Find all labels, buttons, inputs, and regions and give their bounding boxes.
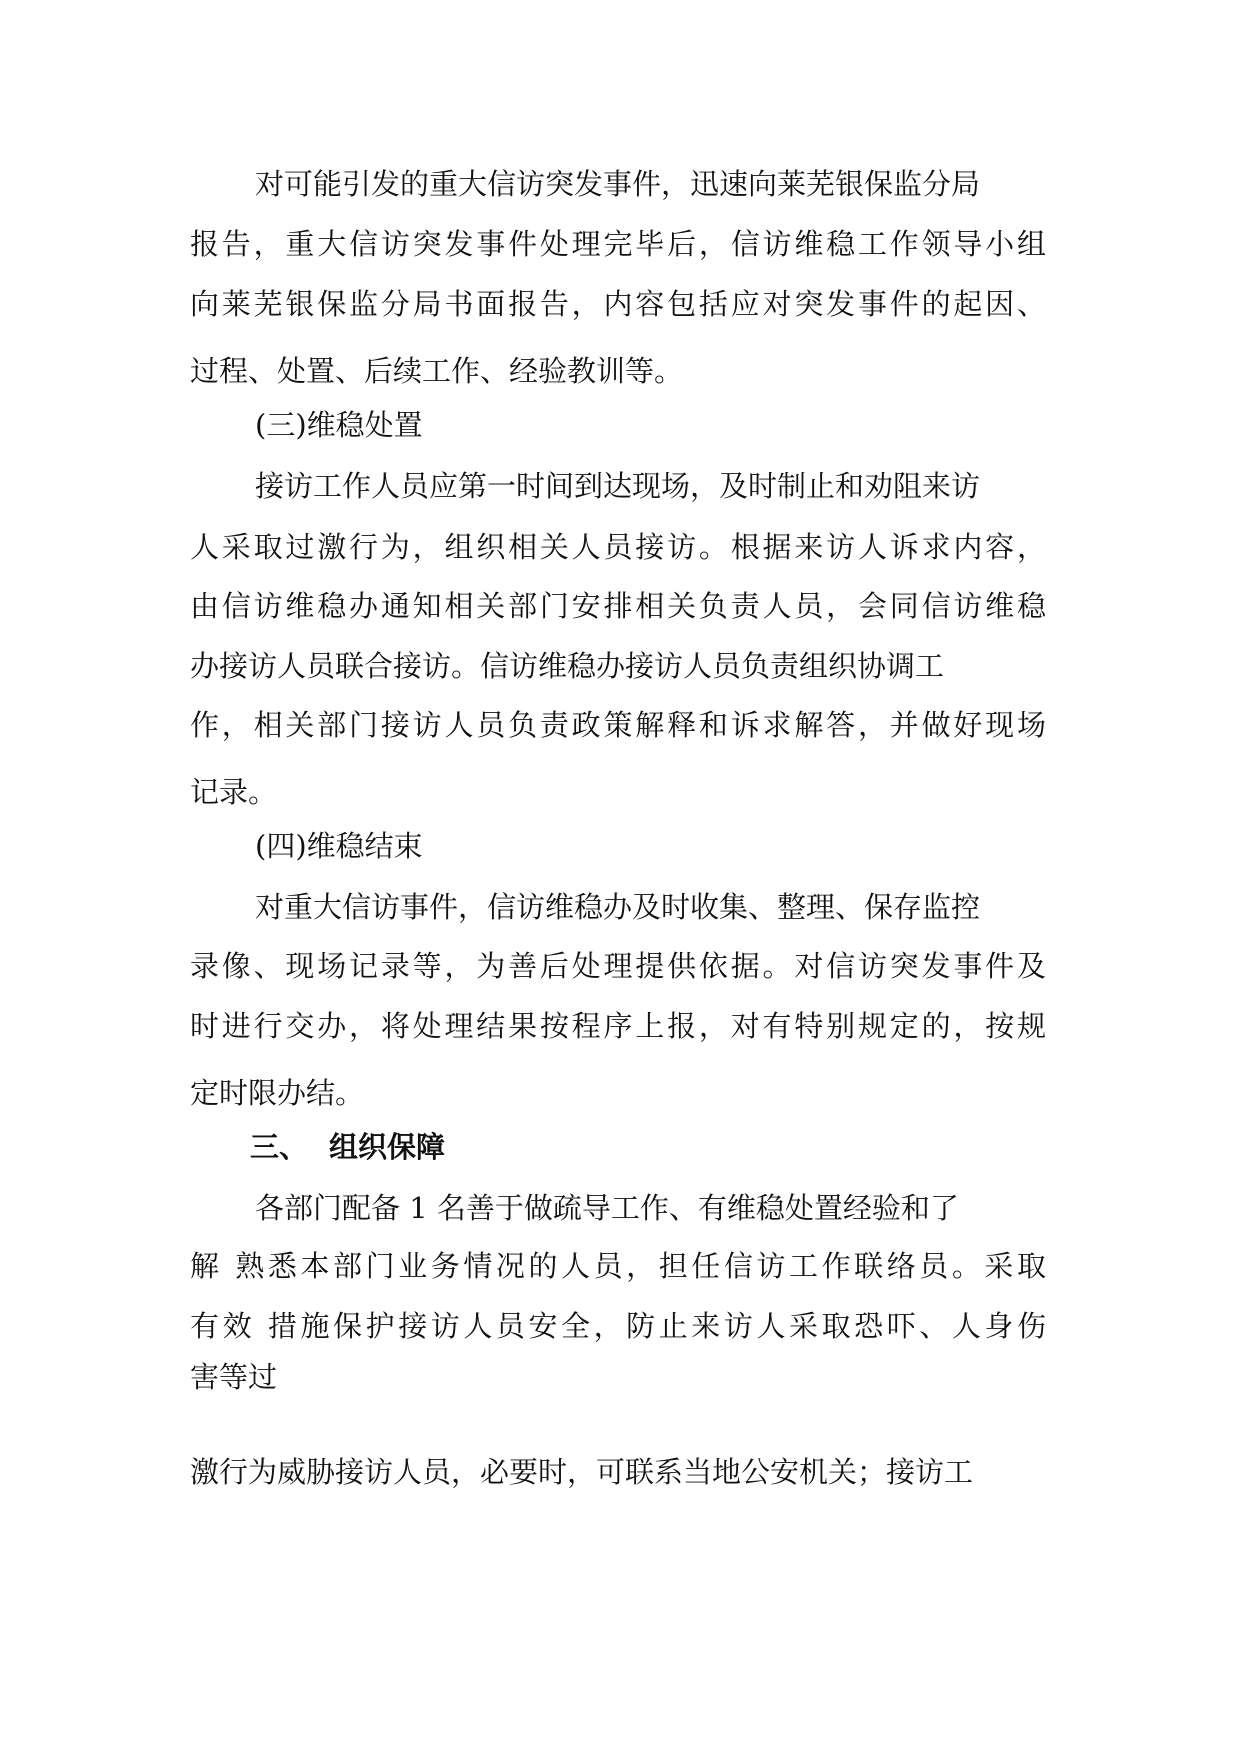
paragraph-1-line-4: 过程、处置、后续工作、经验教训等。: [190, 354, 684, 388]
section-3-line-4: 办接访人员联合接访。信访维稳办接访人员负责组织协调工: [190, 649, 945, 683]
section-3-title: (三)维稳处置: [255, 408, 423, 442]
part-3-line-5: 激行为威胁接访人员，必要时，可联系当地公安机关；接访工: [190, 1455, 974, 1489]
section-4-line-3: 时进行交办，将处理结果按程序上报，对有特别规定的，按规: [190, 1009, 1046, 1043]
section-4-line-4: 定时限办结。: [190, 1076, 365, 1110]
section-3-line-3: 由信访维稳办通知相关部门安排相关负责人员，会同信访维稳: [190, 589, 1046, 623]
part-3-line-4: 害等过: [190, 1360, 278, 1394]
section-4-line-2: 录像、现场记录等，为善后处理提供依据。对信访突发事件及: [190, 949, 1046, 983]
paragraph-1-line-1: 对可能引发的重大信访突发事件，迅速向莱芜银保监分局: [255, 167, 981, 201]
part-3-line-3: 有效 措施保护接访人员安全，防止来访人采取恐吓、人身伤: [190, 1309, 1046, 1343]
part-3-line-2: 解 熟悉本部门业务情况的人员，担任信访工作联络员。采取: [190, 1249, 1046, 1283]
section-4-line-1: 对重大信访事件，信访维稳办及时收集、整理、保存监控: [255, 890, 981, 924]
section-3-line-2: 人采取过激行为，组织相关人员接访。根据来访人诉求内容，: [190, 530, 1046, 564]
section-3-line-6: 记录。: [190, 775, 278, 809]
part-3-line-1: 各部门配备 1 名善于做疏导工作、有维稳处置经验和了: [255, 1191, 959, 1225]
paragraph-1-line-3: 向莱芜银保监分局书面报告，内容包括应对突发事件的起因、: [190, 287, 1046, 321]
part-3-title: 组织保障: [329, 1130, 446, 1164]
paragraph-1-line-2: 报告，重大信访突发事件处理完毕后，信访维稳工作领导小组: [190, 227, 1046, 261]
part-3-number: 三、: [250, 1130, 309, 1164]
section-4-title: (四)维稳结束: [255, 829, 423, 863]
section-3-line-5: 作，相关部门接访人员负责政策解释和诉求解答，并做好现场: [190, 708, 1046, 742]
section-3-line-1: 接访工作人员应第一时间到达现场，及时制止和劝阻来访: [255, 469, 981, 503]
